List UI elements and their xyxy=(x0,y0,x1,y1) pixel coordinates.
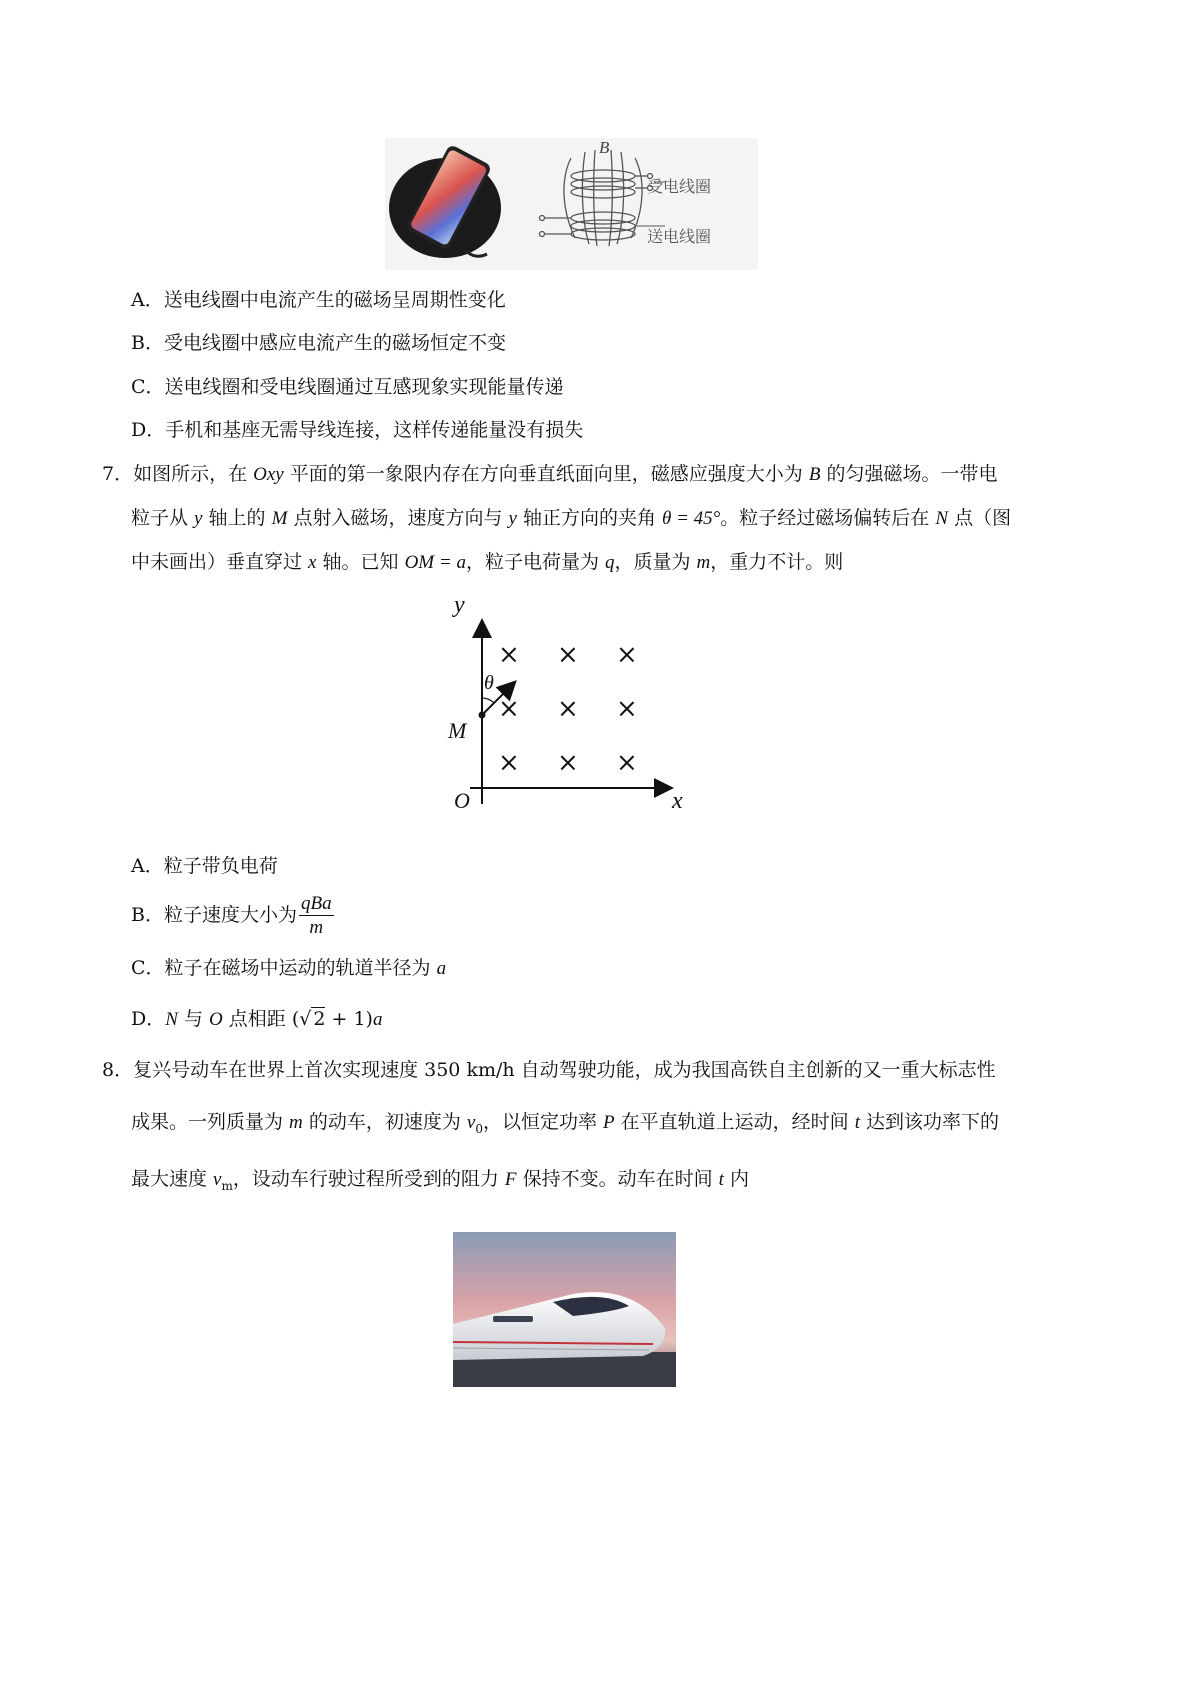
q8-stem-line-2 xyxy=(131,1108,999,1143)
text: B．粒子速度大小为 xyxy=(131,904,297,926)
numerator: qBa xyxy=(300,892,332,914)
var-f: F xyxy=(504,1169,517,1190)
sqrt-radicand: 2 xyxy=(313,1008,326,1030)
var-a: a xyxy=(436,958,447,979)
subscript: m xyxy=(221,1178,233,1193)
field-cross: × xyxy=(616,694,638,724)
var-v: v xyxy=(466,1112,476,1133)
var-y: y xyxy=(194,508,203,529)
text: 轴。已知 xyxy=(316,551,405,573)
field-cross: × xyxy=(498,748,520,778)
subscript: 0 xyxy=(475,1121,483,1136)
axis-label-x: x xyxy=(672,788,683,814)
var-o: O xyxy=(209,1009,223,1030)
q7-option-c xyxy=(131,954,446,983)
text: + 1) xyxy=(325,1008,373,1030)
var-m: m xyxy=(696,552,711,573)
text: 保持不变。动车在时间 xyxy=(516,1168,719,1190)
q7-stem-line-3 xyxy=(131,548,843,577)
text: 最大速度 xyxy=(131,1168,214,1190)
denominator: m xyxy=(309,916,324,938)
text: ，以恒定功率 xyxy=(482,1111,603,1133)
var-n: N xyxy=(935,508,949,529)
point-label-m: M xyxy=(448,718,467,743)
q7-option-b xyxy=(131,890,334,940)
field-label-b: B xyxy=(599,138,610,157)
field-cross: × xyxy=(498,640,520,670)
q8-stem-line-1 xyxy=(102,1056,996,1084)
text: 点相距 ( xyxy=(222,1008,300,1030)
send-coil-label: 送电线圈 xyxy=(647,227,712,246)
var-om: OM = a xyxy=(404,552,466,573)
var-m: m xyxy=(289,1112,303,1133)
field-cross: × xyxy=(557,640,579,670)
var-y: y xyxy=(508,508,517,529)
q6-option-c: C．送电线圈和受电线圈通过互感现象实现能量传递 xyxy=(131,376,564,398)
receive-coil-label: 受电线圈 xyxy=(647,177,712,196)
origin-label-o: O xyxy=(454,788,470,813)
field-cross: × xyxy=(557,748,579,778)
text: 轴上的 xyxy=(202,507,272,529)
var-x: x xyxy=(308,552,317,573)
text: 在平直轨道上运动，经时间 xyxy=(614,1111,855,1133)
text: 粒子从 xyxy=(131,507,195,529)
var-t: t xyxy=(718,1169,724,1190)
text: 与 xyxy=(177,1008,210,1030)
var-m-point: M xyxy=(271,508,288,529)
axis-label-y: y xyxy=(454,592,465,618)
var-t: t xyxy=(854,1112,860,1133)
text: 平面的第一象限内存在方向垂直纸面向里，磁感应强度大小为 xyxy=(283,463,809,485)
text: 达到该功率下的 xyxy=(859,1111,1000,1133)
text: ，重力不计。则 xyxy=(710,551,844,573)
text: 成果。一列质量为 xyxy=(131,1111,290,1133)
var-theta: θ = 45° xyxy=(662,508,721,529)
field-cross: × xyxy=(557,694,579,724)
text: 点射入磁场，速度方向与 xyxy=(287,507,509,529)
var-v: v xyxy=(213,1169,222,1190)
q7-number: 7． xyxy=(102,463,134,485)
text: ，粒子电荷量为 xyxy=(465,551,605,573)
q8-stem-line-3 xyxy=(131,1165,749,1200)
text: ，质量为 xyxy=(614,551,697,573)
var-q: q xyxy=(605,552,615,573)
magnetic-field-figure xyxy=(432,592,708,832)
q6-option-d: D．手机和基座无需导线连接，这样传递能量没有损失 xyxy=(131,419,584,441)
text: 如图所示，在 xyxy=(133,463,254,485)
text: D． xyxy=(131,1008,166,1030)
q7-option-a: A．粒子带负电荷 xyxy=(131,855,278,877)
text: 中未画出）垂直穿过 xyxy=(131,551,309,573)
text: 的动车，初速度为 xyxy=(302,1111,467,1133)
train-illustration xyxy=(453,1232,676,1387)
field-cross: × xyxy=(498,694,520,724)
q6-option-a: A．送电线圈中电流产生的磁场呈周期性变化 xyxy=(131,289,506,311)
wireless-charging-illustration xyxy=(385,138,758,270)
field-cross: × xyxy=(616,640,638,670)
text: 点（图 xyxy=(948,507,1012,529)
text: 复兴号动车在世界上首次实现速度 350 km/h 自动驾驶功能，成为我国高铁自主创新的又一重大标志性 xyxy=(133,1059,996,1081)
text: 轴正方向的夹角 xyxy=(516,507,663,529)
text: 的匀强磁场。一带电 xyxy=(820,463,998,485)
text: ，设动车行驶过程所受到的阻力 xyxy=(232,1168,505,1190)
q6-option-b: B．受电线圈中感应电流产生的磁场恒定不变 xyxy=(131,332,506,354)
var-n: N xyxy=(165,1009,178,1030)
fraction-qba-over-m xyxy=(299,893,334,940)
q7-stem-line-2 xyxy=(131,504,1011,533)
var-b: B xyxy=(808,464,821,485)
q8-number: 8． xyxy=(102,1059,134,1081)
q7-stem-line-1 xyxy=(102,460,997,489)
sqrt-sign: √ xyxy=(299,1008,312,1030)
angle-label-theta: θ xyxy=(484,672,494,694)
text: 内 xyxy=(723,1168,749,1190)
field-cross: × xyxy=(616,748,638,778)
text: 。粒子经过磁场偏转后在 xyxy=(720,507,936,529)
q7-option-d xyxy=(131,1005,382,1034)
var-a: a xyxy=(372,1009,383,1030)
wireless-charging-figure xyxy=(385,138,758,270)
high-speed-train-photo xyxy=(453,1232,676,1387)
text: C．粒子在磁场中运动的轨道半径为 xyxy=(131,957,437,979)
var-oxy: Oxy xyxy=(253,464,284,485)
var-p: P xyxy=(603,1112,615,1133)
